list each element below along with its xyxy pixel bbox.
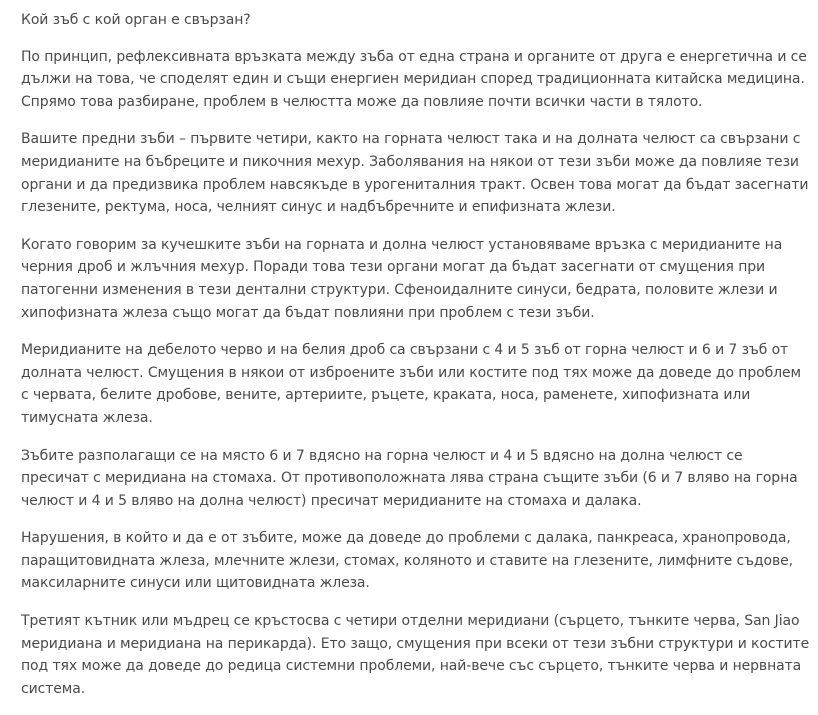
paragraph-front-teeth: Вашите предни зъби – първите четири, както на горната челюст така и на долната челюст са свързани с меридианите на бъбреците и пикочния мехур. Заболявания на някои от тези зъби може да повлияе тези органи и да предизвика проблем навсякъде в урогениталния тракт. Освен това могат да бъдат засегнати глезените, ректума, носа, челният синус и надбъбречните и епифизната жлези. (21, 131, 809, 216)
paragraph-canine-teeth: Когато говорим за кучешките зъби на горната и долна челюст установяваме връзка с меридианите на черния дроб и жлъчния мехур. Поради това тези органи могат да бъдат засегнати от смущения при патогенни изменения в тези дентални структури. Сфеноидалните синуси, бедрата, половите жлези и хипофизната жлеза също могат да бъдат повлияни при проблем с тези зъби. (21, 236, 783, 321)
paragraph-large-intestine-lung: Меридианите на дебелото черво и на белия дроб са свързани с 4 и 5 зъб от горна челюст и 6 и 7 зъб от долната челюст. Смущения в някои от изброените зъби или костите под тях може да доведе до проблем с червата, белите дробове, вените, артериите, ръцете, краката, носа, раменете, хипофизната или тимусната жлеза. (21, 342, 801, 426)
paragraph-stomach-spleen: Зъбите разполагащи се на място 6 и 7 вдясно на горна челюст и 4 и 5 вдясно на долна челюст се пресичат с меридиана на стомаха. От противоположната лява страна същите зъби (6 и 7 вляво на горна челюст и 4 и 5 вляво на долна челюст) пресичат меридианите на стомаха и далака. (21, 447, 798, 509)
paragraph-wisdom-tooth: Третият кътник или мъдрец се кръстосва с четири отделни меридиани (сърцето, тънките черва, San Jiao меридиана и меридиана на перикарда). Ето защо, смущения при всеки от тези зъбни структури и костите под тях може да доведе до редица системни проблеми, най-вече със сърцето, тънките черва и нервната система. (21, 613, 810, 697)
paragraph-energy-meridians: По принцип, рефлексивната връзката между зъба от една страна и органите от друга е енергетична и се дължи на това, че споделят един и същи енергиен меридиан според традиционната китайска медицина. Спрямо това разбиране, проблем в челюстта може да повлияе почти всички части в тялото. (21, 48, 807, 110)
article-question: Кой зъб с кой орган е свързан? (21, 12, 251, 28)
paragraph-disorders: Нарушения, в който и да е от зъбите, може да доведе до проблеми с далака, панкреаса, хранопровода, паращитовидната жлеза, млечните жлези, стомах, коляното и ставите на глезените, лимфните съдове, максиларните синуси или щитовидната жлеза. (21, 530, 793, 592)
article-body (21, 9, 811, 715)
